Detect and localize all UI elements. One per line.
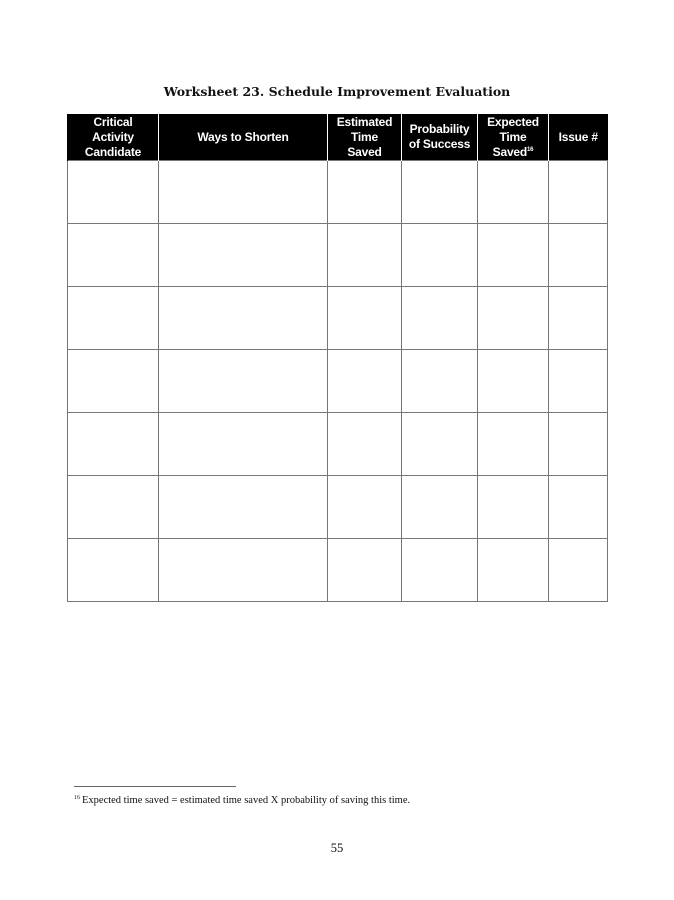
table-cell[interactable]: [328, 476, 402, 539]
page-number: 55: [330, 841, 344, 855]
table-cell[interactable]: [328, 539, 402, 602]
table-cell[interactable]: [402, 539, 478, 602]
table-cell[interactable]: [159, 413, 328, 476]
table-cell[interactable]: [328, 413, 402, 476]
table-row: [68, 161, 608, 224]
table-cell[interactable]: [478, 224, 549, 287]
table-row: [68, 350, 608, 413]
table-cell[interactable]: [328, 287, 402, 350]
table-cell[interactable]: [478, 476, 549, 539]
header-probability-of-success: Probability of Success: [402, 114, 478, 161]
table-cell[interactable]: [402, 161, 478, 224]
table-cell[interactable]: [478, 287, 549, 350]
footnote-reference: 16: [527, 146, 534, 153]
table-cell[interactable]: [68, 413, 159, 476]
table-cell[interactable]: [549, 539, 608, 602]
table-cell[interactable]: [478, 350, 549, 413]
table-cell[interactable]: [68, 476, 159, 539]
footnote-text: Expected time saved = estimated time saved X probability of saving this time.: [82, 795, 411, 806]
table-row: [68, 413, 608, 476]
header-row: [68, 114, 608, 161]
schedule-improvement-table: [67, 114, 608, 602]
table-cell[interactable]: [549, 224, 608, 287]
table-cell[interactable]: [159, 161, 328, 224]
table-cell[interactable]: [549, 413, 608, 476]
table-row: [68, 287, 608, 350]
table-cell[interactable]: [478, 413, 549, 476]
table-cell[interactable]: [402, 350, 478, 413]
footnote: [74, 795, 410, 806]
table-cell[interactable]: [68, 224, 159, 287]
table-row: [68, 539, 608, 602]
table-cell[interactable]: [159, 350, 328, 413]
table-cell[interactable]: [478, 539, 549, 602]
table-row: [68, 476, 608, 539]
table-cell[interactable]: [68, 539, 159, 602]
table-body: [68, 161, 608, 602]
table-cell[interactable]: [549, 287, 608, 350]
header-estimated-time-saved: Estimated Time Saved: [328, 114, 402, 161]
worksheet-title: Worksheet 23. Schedule Improvement Evaluation: [163, 84, 511, 99]
table-cell[interactable]: [159, 287, 328, 350]
table-cell[interactable]: [549, 350, 608, 413]
footnote-marker: 16: [74, 794, 80, 801]
table-cell[interactable]: [402, 413, 478, 476]
table-cell[interactable]: [549, 161, 608, 224]
table-cell[interactable]: [159, 224, 328, 287]
table-cell[interactable]: [159, 476, 328, 539]
table-cell[interactable]: [478, 161, 549, 224]
table-cell[interactable]: [328, 350, 402, 413]
table-cell[interactable]: [68, 161, 159, 224]
header-expected-time-saved: Expected Time Saved$^{16}$: [478, 114, 549, 161]
table-cell[interactable]: [328, 161, 402, 224]
footnote-divider: [74, 786, 236, 787]
table-cell[interactable]: [402, 287, 478, 350]
table-cell[interactable]: [159, 539, 328, 602]
header-issue-number: Issue #: [549, 114, 608, 161]
table-cell[interactable]: [68, 350, 159, 413]
table-cell[interactable]: [68, 287, 159, 350]
table-cell[interactable]: [402, 224, 478, 287]
table-row: [68, 224, 608, 287]
table-cell[interactable]: [549, 476, 608, 539]
table-cell[interactable]: [402, 476, 478, 539]
table-cell[interactable]: [328, 224, 402, 287]
header-ways-to-shorten: Ways to Shorten: [159, 114, 328, 161]
header-critical-activity-candidate: Critical Activity Candidate: [68, 114, 159, 161]
